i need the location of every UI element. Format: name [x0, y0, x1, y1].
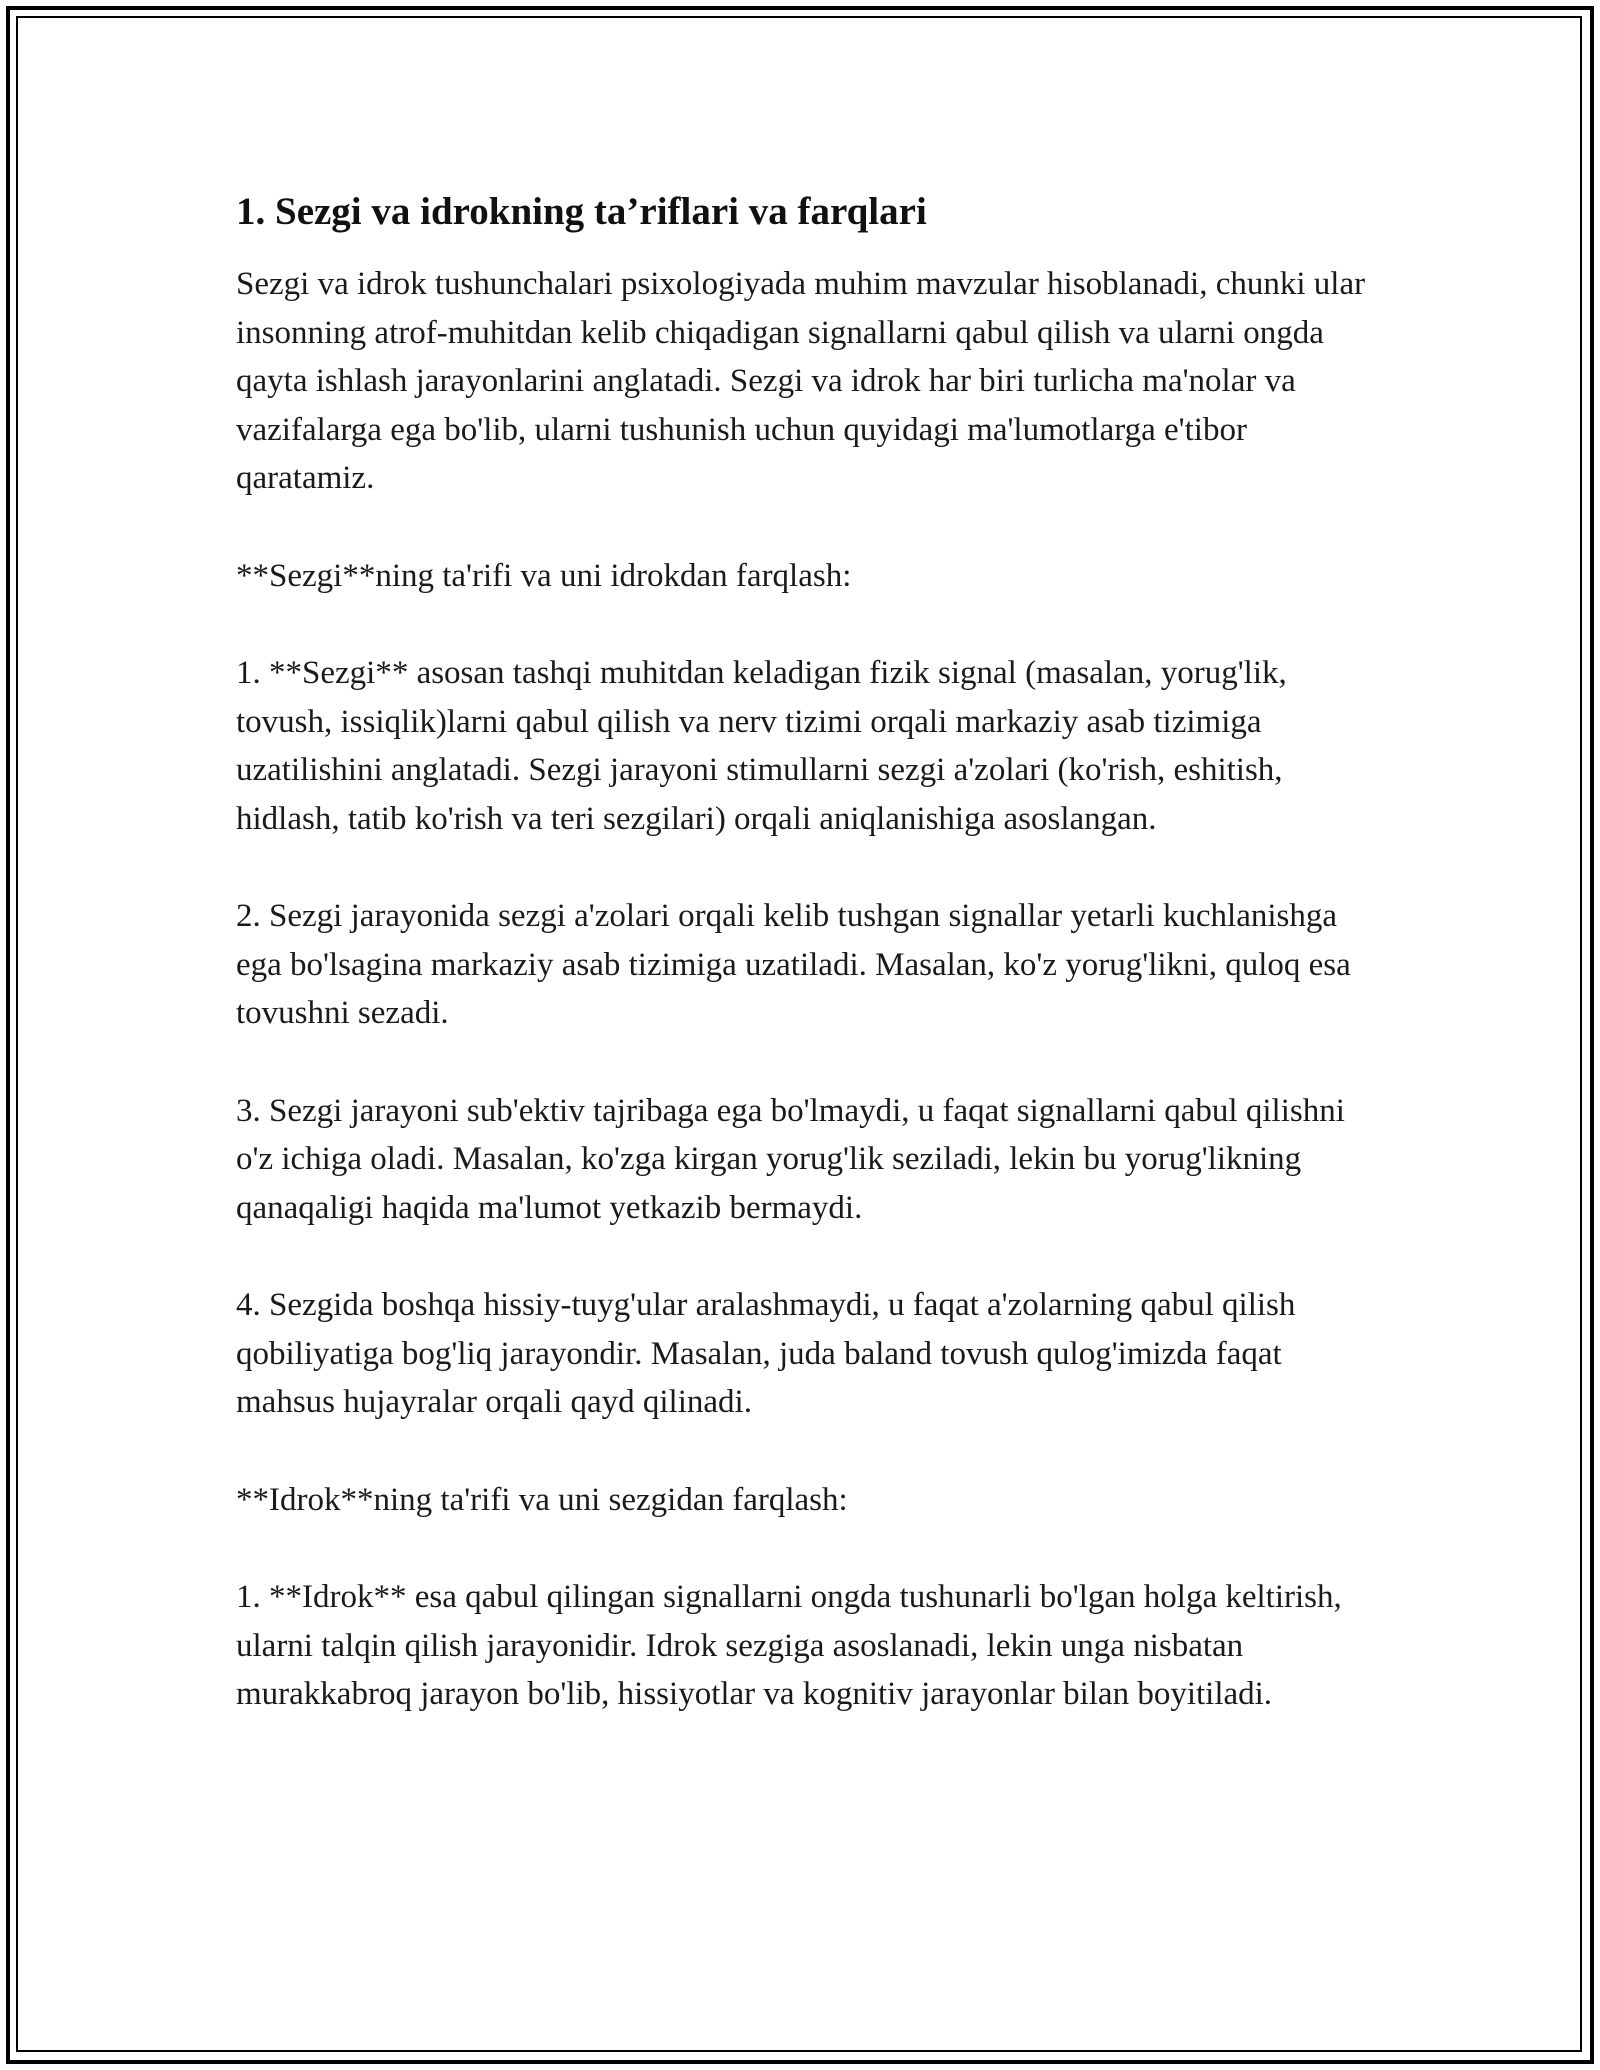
- idrok-point-1: 1. **Idrok** esa qabul qilingan signallarni ongda tushunarli bo'lgan holga keltirish, ularni talqin qilish jarayonidir. Idrok sezgiga asoslanadi, lekin unga nisbatan murakkabroq jarayon bo'lib, hissiyotlar va kognitiv jarayonlar bilan boyitiladi.: [236, 1579, 1342, 1712]
- section-heading: 1. Sezgi va idrokning ta’riflari va farqlari: [236, 190, 927, 233]
- sezgi-point-2: 2. Sezgi jarayonida sezgi a'zolari orqali kelib tushgan signallar yetarli kuchlanishga ega bo'lsagina markaziy asab tizimiga uzatiladi. Masalan, ko'z yorug'likni, quloq esa tovushni sezadi.: [236, 898, 1351, 1031]
- sezgi-point-1: 1. **Sezgi** asosan tashqi muhitdan keladigan fizik signal (masalan, yorug'lik, tovush, issiqlik)larni qabul qilish va nerv tizimi orqali markaziy asab tizimiga uzatilishini anglatadi. Sezgi jarayoni stimullarni sezgi a'zolari (ko'rish, eshitish, hidlash, tatib ko'rish va teri sezgilari) orqali aniqlanishiga asoslangan.: [236, 655, 1287, 837]
- sezgi-definition-heading: **Sezgi**ning ta'rifi va uni idrokdan farqlash:: [236, 557, 852, 594]
- sezgi-point-4: 4. Sezgida boshqa hissiy-tuyg'ular aralashmaydi, u faqat a'zolarning qabul qilish qobiliyatiga bog'liq jarayondir. Masalan, juda baland tovush qulog'imizda faqat mahsus hujayralar orqali qayd qilinadi.: [236, 1287, 1296, 1420]
- intro-paragraph: Sezgi va idrok tushunchalari psixologiyada muhim mavzular hisoblanadi, chunki ular insonning atrof-muhitdan kelib chiqadigan signallarni qabul qilish va ularni ongda qayta ishlash jarayonlarini anglatadi. Sezgi va idrok har biri turlicha ma'nolar va vazifalarga ega bo'lib, ularni tushunish uchun quyidagi ma'lumotlarga e'tibor qaratamiz.: [236, 266, 1366, 496]
- sezgi-point-3: 3. Sezgi jarayoni sub'ektiv tajribaga ega bo'lmaydi, u faqat signallarni qabul qilishni o'z ichiga oladi. Masalan, ko'zga kirgan yorug'lik seziladi, lekin bu yorug'likning qanaqaligi haqida ma'lumot yetkazib bermaydi.: [236, 1092, 1345, 1226]
- idrok-definition-heading: **Idrok**ning ta'rifi va uni sezgidan farqlash:: [236, 1481, 848, 1518]
- document-body: [236, 186, 1366, 1768]
